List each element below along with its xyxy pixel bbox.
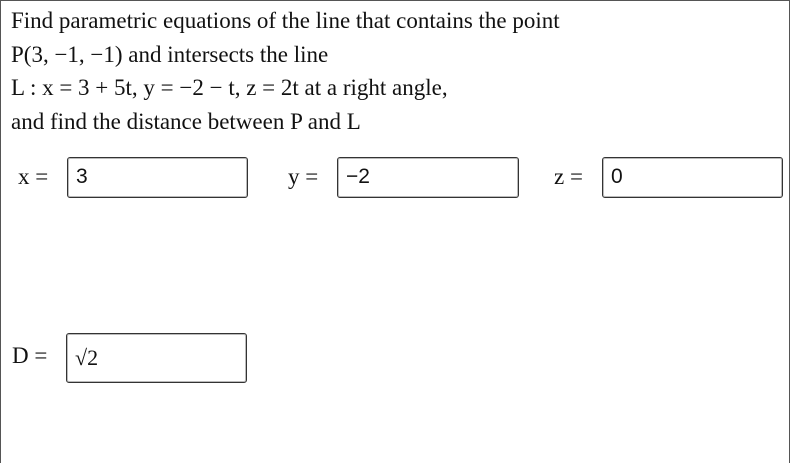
problem-line-2: P(3, −1, −1) and intersects the line [11, 41, 329, 67]
z-label: z = [554, 164, 583, 189]
y-label: y = [288, 164, 319, 189]
distance-label: D = [12, 343, 48, 368]
distance-answer-field[interactable]: √2 [66, 333, 247, 383]
z-answer-field[interactable]: 0 [602, 157, 783, 198]
problem-line-3: L : x = 3 + 5t, y = −2 − t, z = 2t at a right angle, [11, 75, 448, 100]
y-answer-field[interactable]: −2 [337, 157, 519, 198]
problem-statement [11, 4, 771, 138]
problem-line-4: and find the distance between P and L [11, 108, 361, 134]
x-label: x = [18, 164, 49, 189]
x-answer-field[interactable]: 3 [67, 157, 248, 198]
problem-line-1: Find parametric equations of the line that contains the point [11, 8, 560, 33]
